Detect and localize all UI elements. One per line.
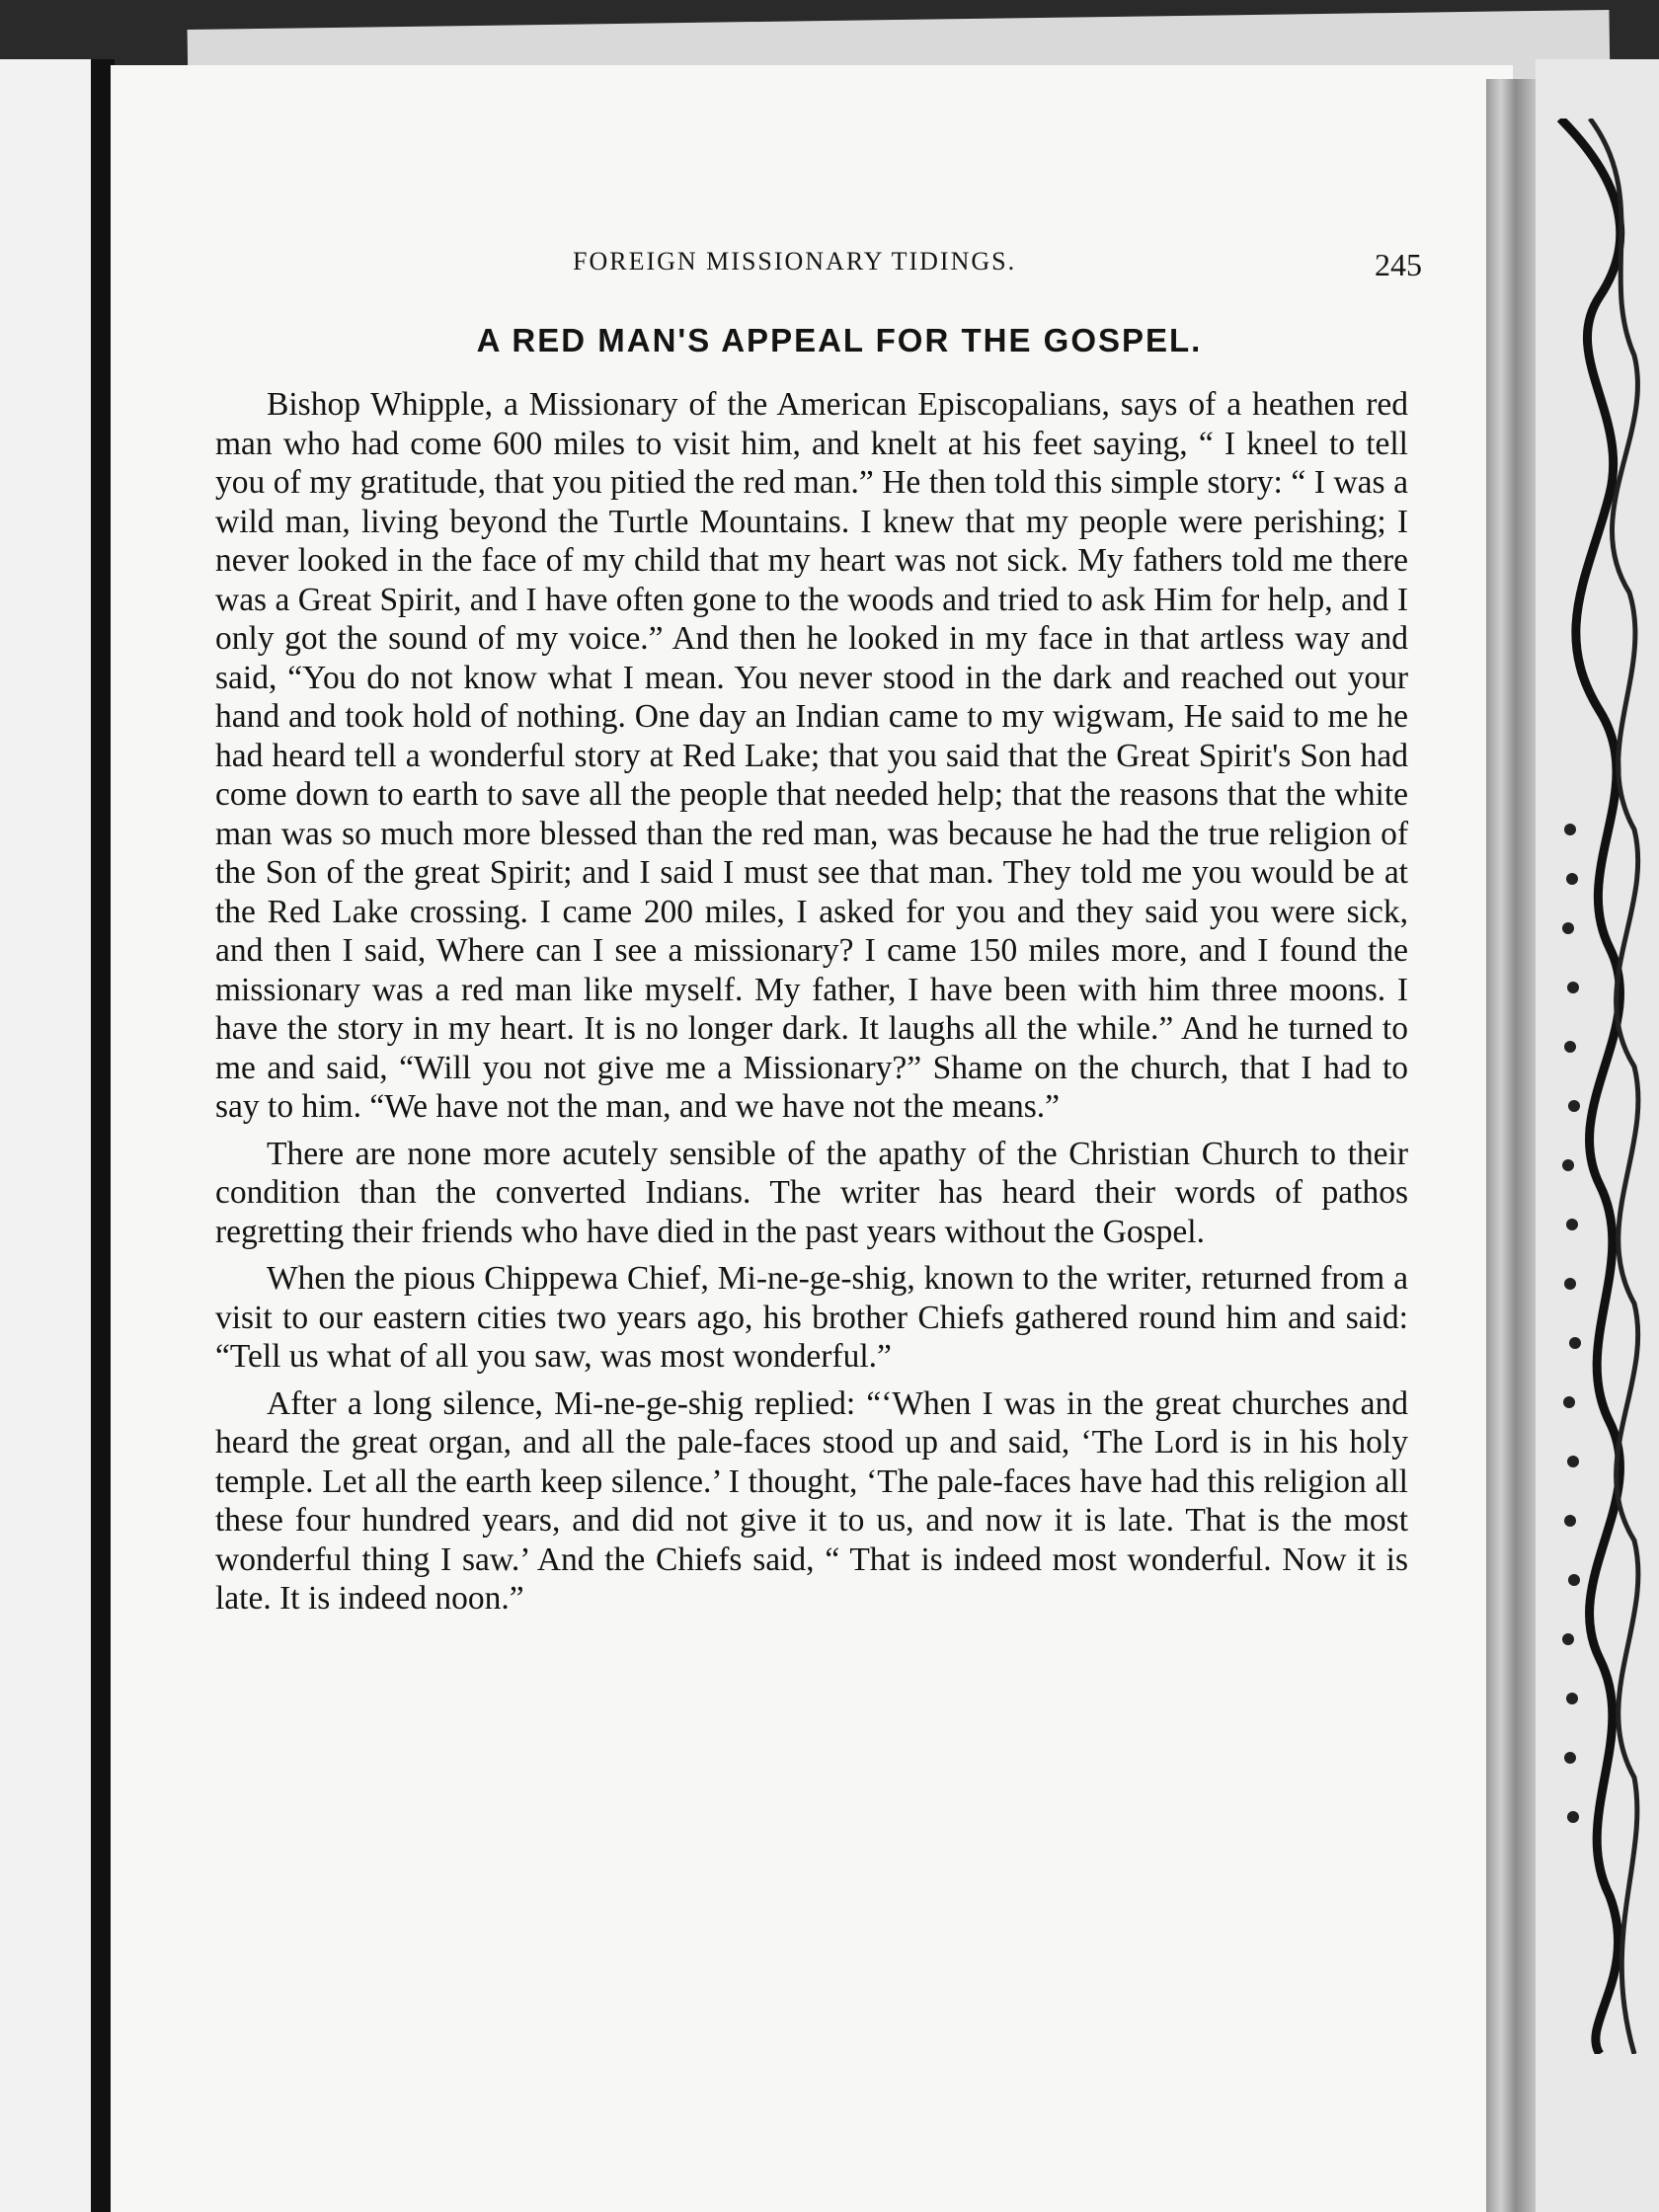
page-header: [573, 247, 1432, 286]
paragraph: Bishop Whipple, a Missionary of the American Episcopalians, says of a heathen red man who had come 600 miles to visit him, and knelt at his feet saying, “ I kneel to tell you of my gratitude, that you pitied the red man.” He then told this simple story: “ I was a wild man, living beyond the Turtle Mountains. I knew that my people were perishing; I never looked in the face of my child that my heart was not sick. My fathers told me there was a Great Spirit, and I have often gone to the woods and tried to ask Him for help, and I only got the sound of my voice.” And then he looked in my face in that artless way and said, “You do not know what I mean. You never stood in the dark and reached out your hand and took hold of nothing. One day an Indian came to my wigwam, He said to me he had heard tell a wonderful story at Red Lake; that you said that the Great Spirit's Son had come down to earth to save all the people that needed help; that the reasons that the white man was so much more blessed than the red man, was because he had the true religion of the Son of the great Spirit; and I said I must see that man. They told me you would be at the Red Lake crossing. I came 200 miles, I asked for you and they said you were sick, and then I said, Where can I see a missionary? I came 150 miles more, and I found the missionary was a red man like myself. My father, I have been with him three moons. I have the story in my heart. It is no longer dark. It laughs all the while.” And he turned to me and said, “Will you not give me a Missionary?” Shame on the church, that I had to say to him. “We have not the man, and we have not the means.”: [215, 386, 1408, 1125]
page-block-edge: [1486, 79, 1536, 2212]
page-number: 245: [1375, 247, 1422, 282]
article-title: A RED MAN'S APPEAL FOR THE GOSPEL.: [476, 322, 1203, 358]
paragraph: When the pious Chippewa Chief, Mi-ne-ge-shig, known to the writer, returned from a visit to our eastern cities two years ago, his brother Chiefs gathered round him and said: “Tell us what of all you saw, was most wonderful.”: [215, 1260, 1408, 1375]
paragraph: After a long silence, Mi-ne-ge-shig replied: “‘When I was in the great churches and heard the great organ, and all the pale-faces stood up and said, ‘The Lord is in his holy temple. Let all the earth keep silence.’ I thought, ‘The pale-faces have had this religion all these four hundred years, and did not give it to us, and now it is late. That is the most wonderful thing I saw.’ And the Chiefs said, “ That is indeed most wonderful. Now it is late. It is indeed noon.”: [215, 1384, 1408, 1617]
running-title: FOREIGN MISSIONARY TIDINGS.: [573, 247, 1017, 276]
article-body: [215, 385, 1408, 1626]
facing-page: [0, 59, 99, 2212]
paragraph: There are none more acutely sensible of the apathy of the Christian Church to their condition than the converted Indians. The writer has heard their words of pathos regretting their friends who have died in the past years without the Gospel.: [215, 1135, 1408, 1250]
cover-ornament-icon: [1540, 118, 1654, 2054]
